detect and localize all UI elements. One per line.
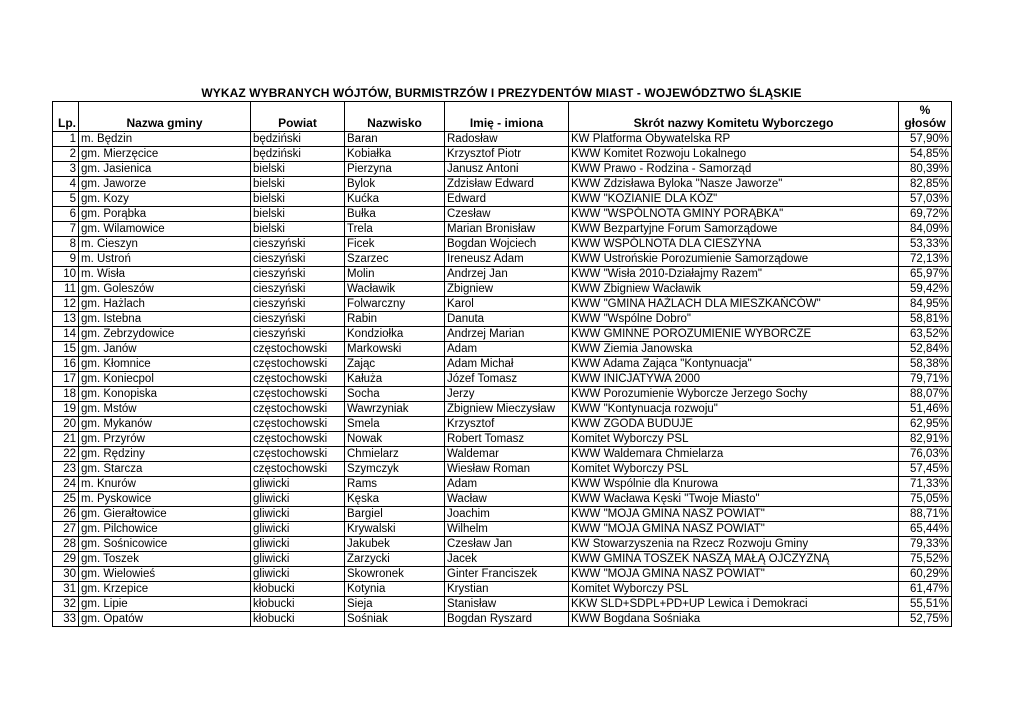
cell-imie: Janusz Antoni [445,162,569,177]
cell-nazwisko: Molin [345,267,445,282]
cell-lp: 31 [53,582,79,597]
cell-powiat: częstochowski [251,387,345,402]
cell-nazwisko: Bargiel [345,507,445,522]
cell-pct: 57,90% [899,132,952,147]
table-row [53,357,952,372]
cell-powiat: cieszyński [251,237,345,252]
cell-pct: 54,85% [899,147,952,162]
cell-powiat: częstochowski [251,432,345,447]
cell-nazwisko: Wacławik [345,282,445,297]
cell-lp: 30 [53,567,79,582]
cell-lp: 17 [53,372,79,387]
col-header-pct-top: % [919,103,931,117]
cell-komitet: KWW Komitet Rozwoju Lokalnego [569,147,899,162]
cell-nazwisko: Rams [345,477,445,492]
cell-pct: 65,44% [899,522,952,537]
cell-imie: Andrzej Jan [445,267,569,282]
cell-komitet: Komitet Wyborczy PSL [569,582,899,597]
cell-gmina: gm. Rędziny [79,447,251,462]
cell-lp: 32 [53,597,79,612]
cell-imie: Adam [445,342,569,357]
col-header-powiat: Powiat [251,102,345,132]
cell-imie: Bogdan Ryszard [445,612,569,627]
cell-imie: Waldemar [445,447,569,462]
col-header-nazwisko: Nazwisko [345,102,445,132]
cell-powiat: gliwicki [251,492,345,507]
cell-nazwisko: Folwarczny [345,297,445,312]
cell-imie: Krzysztof [445,417,569,432]
table-row [53,537,952,552]
cell-lp: 14 [53,327,79,342]
cell-nazwisko: Rabin [345,312,445,327]
cell-powiat: częstochowski [251,462,345,477]
cell-komitet: Komitet Wyborczy PSL [569,432,899,447]
cell-powiat: kłobucki [251,612,345,627]
cell-lp: 15 [53,342,79,357]
cell-komitet: KWW Zdzisława Byloka "Nasze Jaworze" [569,177,899,192]
table-row [53,582,952,597]
cell-gmina: gm. Konopiska [79,387,251,402]
table-row [53,552,952,567]
cell-imie: Krzysztof Piotr [445,147,569,162]
cell-powiat: bielski [251,222,345,237]
cell-imie: Wacław [445,492,569,507]
cell-gmina: m. Knurów [79,477,251,492]
table-row [53,387,952,402]
cell-komitet: KWW "GMINA HAŻLACH DLA MIESZKAŃCÓW" [569,297,899,312]
table-body [53,132,952,627]
table-row [53,252,952,267]
cell-imie: Zbigniew [445,282,569,297]
cell-nazwisko: Kućka [345,192,445,207]
cell-gmina: gm. Mykanów [79,417,251,432]
cell-imie: Joachim [445,507,569,522]
cell-komitet: KWW GMINNE POROZUMIENIE WYBORCZE [569,327,899,342]
cell-imie: Czesław Jan [445,537,569,552]
cell-komitet: KWW ZGODA BUDUJE [569,417,899,432]
cell-lp: 19 [53,402,79,417]
cell-powiat: kłobucki [251,597,345,612]
cell-gmina: gm. Przyrów [79,432,251,447]
cell-powiat: częstochowski [251,372,345,387]
cell-lp: 1 [53,132,79,147]
table-row [53,522,952,537]
table-row [53,342,952,357]
cell-komitet: KWW Porozumienie Wyborcze Jerzego Sochy [569,387,899,402]
cell-nazwisko: Nowak [345,432,445,447]
cell-gmina: m. Pyskowice [79,492,251,507]
cell-powiat: bielski [251,192,345,207]
cell-komitet: KWW Adama Zająca "Kontynuacja" [569,357,899,372]
cell-gmina: gm. Janów [79,342,251,357]
cell-imie: Józef Tomasz [445,372,569,387]
header-row [53,102,952,132]
cell-gmina: gm. Starcza [79,462,251,477]
cell-lp: 20 [53,417,79,432]
table-row [53,327,952,342]
cell-pct: 84,09% [899,222,952,237]
cell-imie: Karol [445,297,569,312]
col-header-imie: Imię - imiona [445,102,569,132]
cell-imie: Wiesław Roman [445,462,569,477]
cell-powiat: cieszyński [251,252,345,267]
cell-gmina: gm. Porąbka [79,207,251,222]
table-row [53,447,952,462]
cell-powiat: cieszyński [251,297,345,312]
cell-komitet: KWW "Kontynuacja rozwoju" [569,402,899,417]
cell-imie: Adam Michał [445,357,569,372]
table-row [53,147,952,162]
cell-pct: 65,97% [899,267,952,282]
cell-komitet: KWW Wacława Kęski "Twoje Miasto" [569,492,899,507]
cell-komitet: KWW "MOJA GMINA NASZ POWIAT" [569,522,899,537]
cell-powiat: kłobucki [251,582,345,597]
cell-gmina: gm. Jasienica [79,162,251,177]
cell-imie: Marian Bronisław [445,222,569,237]
cell-komitet: KW Stowarzyszenia na Rzecz Rozwoju Gminy [569,537,899,552]
cell-gmina: gm. Mstów [79,402,251,417]
table-row [53,282,952,297]
col-header-pct [899,102,952,132]
cell-imie: Ginter Franciszek [445,567,569,582]
cell-nazwisko: Kotynia [345,582,445,597]
cell-powiat: gliwicki [251,567,345,582]
cell-gmina: gm. Pilchowice [79,522,251,537]
cell-lp: 25 [53,492,79,507]
cell-lp: 21 [53,432,79,447]
cell-nazwisko: Kondziołka [345,327,445,342]
cell-lp: 8 [53,237,79,252]
cell-gmina: gm. Koniecpol [79,372,251,387]
cell-nazwisko: Krywalski [345,522,445,537]
cell-pct: 84,95% [899,297,952,312]
table-row [53,612,952,627]
table-row [53,162,952,177]
cell-komitet: KWW Wspólnie dla Knurowa [569,477,899,492]
cell-komitet: KWW "Wspólne Dobro" [569,312,899,327]
cell-gmina: m. Cieszyn [79,237,251,252]
cell-gmina: gm. Wilamowice [79,222,251,237]
cell-gmina: gm. Kozy [79,192,251,207]
cell-nazwisko: Trela [345,222,445,237]
cell-lp: 29 [53,552,79,567]
cell-pct: 52,75% [899,612,952,627]
cell-imie: Adam [445,477,569,492]
cell-komitet: KWW Waldemara Chmielarza [569,447,899,462]
cell-gmina: gm. Jaworze [79,177,251,192]
cell-lp: 3 [53,162,79,177]
cell-pct: 51,46% [899,402,952,417]
cell-powiat: częstochowski [251,402,345,417]
cell-gmina: gm. Toszek [79,552,251,567]
cell-gmina: gm. Opatów [79,612,251,627]
cell-komitet: KKW SLD+SDPL+PD+UP Lewica i Demokraci [569,597,899,612]
table-row [53,312,952,327]
cell-nazwisko: Szarzec [345,252,445,267]
cell-nazwisko: Chmielarz [345,447,445,462]
cell-nazwisko: Bułka [345,207,445,222]
cell-pct: 82,91% [899,432,952,447]
cell-powiat: będziński [251,147,345,162]
cell-lp: 9 [53,252,79,267]
cell-nazwisko: Ficek [345,237,445,252]
cell-imie: Zdzisław Edward [445,177,569,192]
cell-pct: 79,71% [899,372,952,387]
table-row [53,507,952,522]
cell-imie: Jacek [445,552,569,567]
cell-nazwisko: Zając [345,357,445,372]
cell-lp: 16 [53,357,79,372]
table-row [53,372,952,387]
results-table [52,101,952,627]
cell-pct: 55,51% [899,597,952,612]
cell-nazwisko: Skowronek [345,567,445,582]
cell-nazwisko: Bylok [345,177,445,192]
cell-gmina: m. Będzin [79,132,251,147]
cell-lp: 28 [53,537,79,552]
cell-nazwisko: Kałuża [345,372,445,387]
table-row [53,297,952,312]
cell-komitet: Komitet Wyborczy PSL [569,462,899,477]
cell-pct: 58,81% [899,312,952,327]
table-row [53,567,952,582]
cell-lp: 12 [53,297,79,312]
cell-imie: Radosław [445,132,569,147]
cell-lp: 11 [53,282,79,297]
cell-nazwisko: Sośniak [345,612,445,627]
cell-lp: 26 [53,507,79,522]
table-row [53,267,952,282]
cell-powiat: cieszyński [251,312,345,327]
cell-gmina: gm. Wielowieś [79,567,251,582]
cell-lp: 10 [53,267,79,282]
cell-nazwisko: Markowski [345,342,445,357]
cell-pct: 63,52% [899,327,952,342]
cell-powiat: cieszyński [251,327,345,342]
cell-pct: 57,45% [899,462,952,477]
cell-imie: Danuta [445,312,569,327]
cell-imie: Bogdan Wojciech [445,237,569,252]
cell-komitet: KWW "WSPÓLNOTA GMINY PORĄBKA" [569,207,899,222]
cell-pct: 61,47% [899,582,952,597]
cell-komitet: KWW Bogdana Sośniaka [569,612,899,627]
cell-gmina: m. Wisła [79,267,251,282]
cell-gmina: gm. Mierzęcice [79,147,251,162]
cell-gmina: gm. Gierałtowice [79,507,251,522]
cell-pct: 88,07% [899,387,952,402]
cell-gmina: gm. Goleszów [79,282,251,297]
table-row [53,402,952,417]
cell-lp: 5 [53,192,79,207]
cell-pct: 71,33% [899,477,952,492]
col-header-gmina: Nazwa gminy [79,102,251,132]
cell-nazwisko: Kęska [345,492,445,507]
cell-pct: 58,38% [899,357,952,372]
cell-pct: 62,95% [899,417,952,432]
cell-gmina: m. Ustroń [79,252,251,267]
cell-imie: Ireneusz Adam [445,252,569,267]
cell-gmina: gm. Krzepice [79,582,251,597]
table-row [53,222,952,237]
cell-komitet: KWW Ziemia Janowska [569,342,899,357]
cell-pct: 57,03% [899,192,952,207]
cell-komitet: KWW Bezpartyjne Forum Samorządowe [569,222,899,237]
cell-lp: 6 [53,207,79,222]
cell-imie: Krystian [445,582,569,597]
cell-pct: 69,72% [899,207,952,222]
col-header-pct-bottom: głosów [904,116,946,130]
cell-lp: 24 [53,477,79,492]
cell-powiat: gliwicki [251,552,345,567]
cell-powiat: cieszyński [251,267,345,282]
cell-pct: 75,05% [899,492,952,507]
cell-pct: 75,52% [899,552,952,567]
cell-powiat: gliwicki [251,507,345,522]
col-header-lp: Lp. [53,102,79,132]
cell-powiat: częstochowski [251,357,345,372]
cell-nazwisko: Jakubek [345,537,445,552]
table-row [53,132,952,147]
cell-nazwisko: Socha [345,387,445,402]
cell-gmina: gm. Sośnicowice [79,537,251,552]
cell-nazwisko: Wawrzyniak [345,402,445,417]
cell-pct: 59,42% [899,282,952,297]
cell-komitet: KWW INICJATYWA 2000 [569,372,899,387]
cell-powiat: gliwicki [251,537,345,552]
cell-nazwisko: Pierzyna [345,162,445,177]
table-row [53,192,952,207]
cell-lp: 7 [53,222,79,237]
cell-powiat: gliwicki [251,522,345,537]
cell-pct: 88,71% [899,507,952,522]
cell-lp: 2 [53,147,79,162]
table-row [53,207,952,222]
cell-pct: 60,29% [899,567,952,582]
cell-powiat: gliwicki [251,477,345,492]
cell-nazwisko: Zarzycki [345,552,445,567]
table-row [53,237,952,252]
cell-powiat: będziński [251,132,345,147]
cell-pct: 79,33% [899,537,952,552]
cell-imie: Zbigniew Mieczysław [445,402,569,417]
cell-powiat: częstochowski [251,447,345,462]
cell-lp: 33 [53,612,79,627]
cell-nazwisko: Smela [345,417,445,432]
cell-lp: 23 [53,462,79,477]
document-title: WYKAZ WYBRANYCH WÓJTÓW, BURMISTRZÓW I PREZYDENTÓW MIAST - WOJEWÓDZTWO ŚLĄSKIE [201,86,802,100]
cell-imie: Edward [445,192,569,207]
cell-imie: Jerzy [445,387,569,402]
table-row [53,477,952,492]
cell-powiat: bielski [251,177,345,192]
cell-powiat: bielski [251,162,345,177]
cell-pct: 82,85% [899,177,952,192]
cell-lp: 13 [53,312,79,327]
cell-powiat: bielski [251,207,345,222]
cell-nazwisko: Kobiałka [345,147,445,162]
cell-komitet: KWW "KOZIANIE DLA KÓZ" [569,192,899,207]
cell-lp: 22 [53,447,79,462]
cell-nazwisko: Szymczyk [345,462,445,477]
cell-komitet: KWW GMINA TOSZEK NASZĄ MAŁĄ OJCZYZNĄ [569,552,899,567]
cell-nazwisko: Baran [345,132,445,147]
cell-nazwisko: Sieja [345,597,445,612]
cell-komitet: KWW WSPÓLNOTA DLA CIESZYNA [569,237,899,252]
cell-imie: Wilhelm [445,522,569,537]
table-row [53,417,952,432]
cell-gmina: gm. Lipie [79,597,251,612]
cell-imie: Stanisław [445,597,569,612]
cell-pct: 52,84% [899,342,952,357]
cell-gmina: gm. Hażlach [79,297,251,312]
cell-imie: Robert Tomasz [445,432,569,447]
cell-pct: 80,39% [899,162,952,177]
cell-komitet: KWW Prawo - Rodzina - Samorząd [569,162,899,177]
cell-komitet: KW Platforma Obywatelska RP [569,132,899,147]
table-row [53,492,952,507]
cell-komitet: KWW "MOJA GMINA NASZ POWIAT" [569,507,899,522]
col-header-komitet: Skrót nazwy Komitetu Wyborczego [569,102,899,132]
cell-imie: Andrzej Marian [445,327,569,342]
cell-pct: 72,13% [899,252,952,267]
table-row [53,597,952,612]
cell-komitet: KWW "MOJA GMINA NASZ POWIAT" [569,567,899,582]
cell-pct: 53,33% [899,237,952,252]
cell-lp: 18 [53,387,79,402]
cell-komitet: KWW Ustrońskie Porozumienie Samorządowe [569,252,899,267]
cell-lp: 27 [53,522,79,537]
table-row [53,462,952,477]
cell-gmina: gm. Zebrzydowice [79,327,251,342]
cell-imie: Czesław [445,207,569,222]
cell-lp: 4 [53,177,79,192]
cell-pct: 76,03% [899,447,952,462]
table-row [53,432,952,447]
cell-powiat: częstochowski [251,417,345,432]
cell-gmina: gm. Kłomnice [79,357,251,372]
cell-gmina: gm. Istebna [79,312,251,327]
cell-powiat: cieszyński [251,282,345,297]
table-row [53,177,952,192]
cell-komitet: KWW Zbigniew Wacławik [569,282,899,297]
cell-komitet: KWW "Wisła 2010-Działajmy Razem" [569,267,899,282]
cell-powiat: częstochowski [251,342,345,357]
